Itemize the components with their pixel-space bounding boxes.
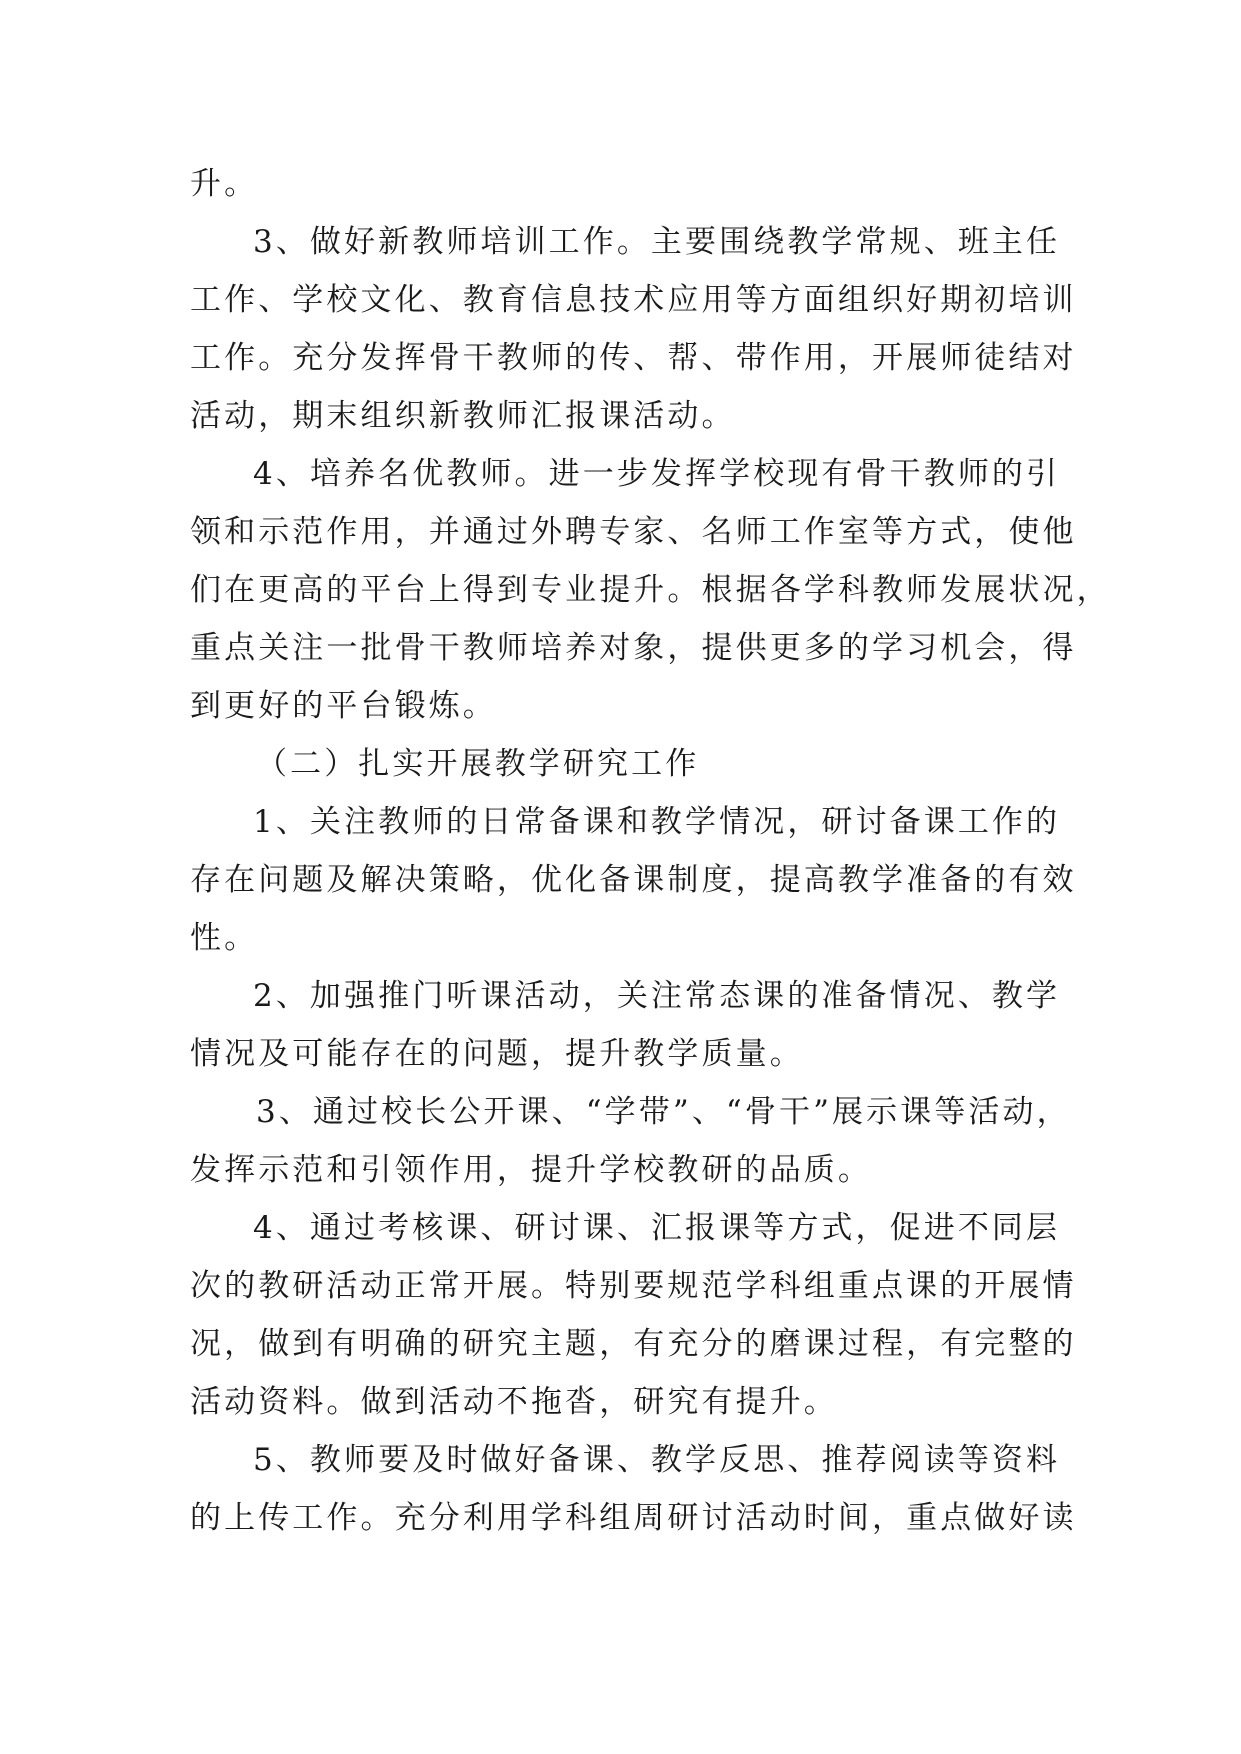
text-line (0, 909, 1241, 967)
text-line-content: 情况及可能存在的问题，提升教学质量。 (190, 1036, 804, 1072)
text-line (0, 387, 1241, 445)
text-line-content: 性。 (190, 920, 259, 956)
text-line-content: 3、做好新教师培训工作。主要围绕教学常规、班主任 (253, 224, 1061, 260)
text-line (0, 503, 1241, 561)
text-line-content: 发挥示范和引领作用，提升学校教研的品质。 (190, 1152, 872, 1188)
text-line (0, 851, 1241, 909)
text-line-content: 们在更高的平台上得到专业提升。根据各学科教师发展状况， (190, 572, 1111, 608)
text-line (0, 1199, 1241, 1257)
text-line-content: 工作、学校文化、教育信息技术应用等方面组织好期初培训 (190, 282, 1077, 318)
text-line (0, 677, 1241, 735)
text-line (0, 213, 1241, 271)
text-line-content: 次的教研活动正常开展。特别要规范学科组重点课的开展情 (190, 1268, 1077, 1304)
text-line-content: 活动资料。做到活动不拖沓，研究有提升。 (190, 1384, 838, 1420)
text-line-content: 活动，期末组织新教师汇报课活动。 (190, 398, 736, 434)
text-line-content: 况，做到有明确的研究主题，有充分的磨课过程，有完整的 (190, 1326, 1077, 1362)
text-line (0, 1025, 1241, 1083)
text-line (0, 155, 1241, 213)
text-line (0, 329, 1241, 387)
text-line (0, 967, 1241, 1025)
text-line-content: 的上传工作。充分利用学科组周研讨活动时间，重点做好读 (190, 1500, 1077, 1536)
text-line (0, 793, 1241, 851)
text-line (0, 1373, 1241, 1431)
section-heading (0, 735, 1241, 793)
text-line (0, 1083, 1241, 1141)
text-line (0, 271, 1241, 329)
text-line-content: 1、关注教师的日常备课和教学情况，研讨备课工作的 (253, 804, 1061, 840)
text-line-content: 到更好的平台锻炼。 (190, 688, 497, 724)
text-line-content: 2、加强推门听课活动，关注常态课的准备情况、教学 (253, 978, 1061, 1014)
text-line-content: 4、通过考核课、研讨课、汇报课等方式，促进不同层 (253, 1210, 1061, 1246)
text-line-content: 领和示范作用，并通过外聘专家、名师工作室等方式，使他 (190, 514, 1077, 550)
text-line-content: 4、培养名优教师。进一步发挥学校现有骨干教师的引 (253, 456, 1061, 492)
text-line (0, 1257, 1241, 1315)
text-line (0, 1489, 1241, 1547)
text-line (0, 561, 1241, 619)
text-line-content: 3、通过校长公开课、“学带”、“骨干”展示课等活动， (256, 1094, 1071, 1130)
section-heading-text: （二）扎实开展教学研究工作 (256, 746, 700, 782)
text-line-content: 升。 (190, 166, 259, 202)
text-line-content: 存在问题及解决策略，优化备课制度，提高教学准备的有效 (190, 862, 1077, 898)
text-line (0, 1141, 1241, 1199)
text-line (0, 619, 1241, 677)
text-line (0, 1431, 1241, 1489)
text-line-content: 5、教师要及时做好备课、教学反思、推荐阅读等资料 (253, 1442, 1061, 1478)
text-line (0, 1315, 1241, 1373)
text-line-content: 重点关注一批骨干教师培养对象，提供更多的学习机会，得 (190, 630, 1077, 666)
text-line (0, 445, 1241, 503)
text-line-content: 工作。充分发挥骨干教师的传、帮、带作用，开展师徒结对 (190, 340, 1077, 376)
